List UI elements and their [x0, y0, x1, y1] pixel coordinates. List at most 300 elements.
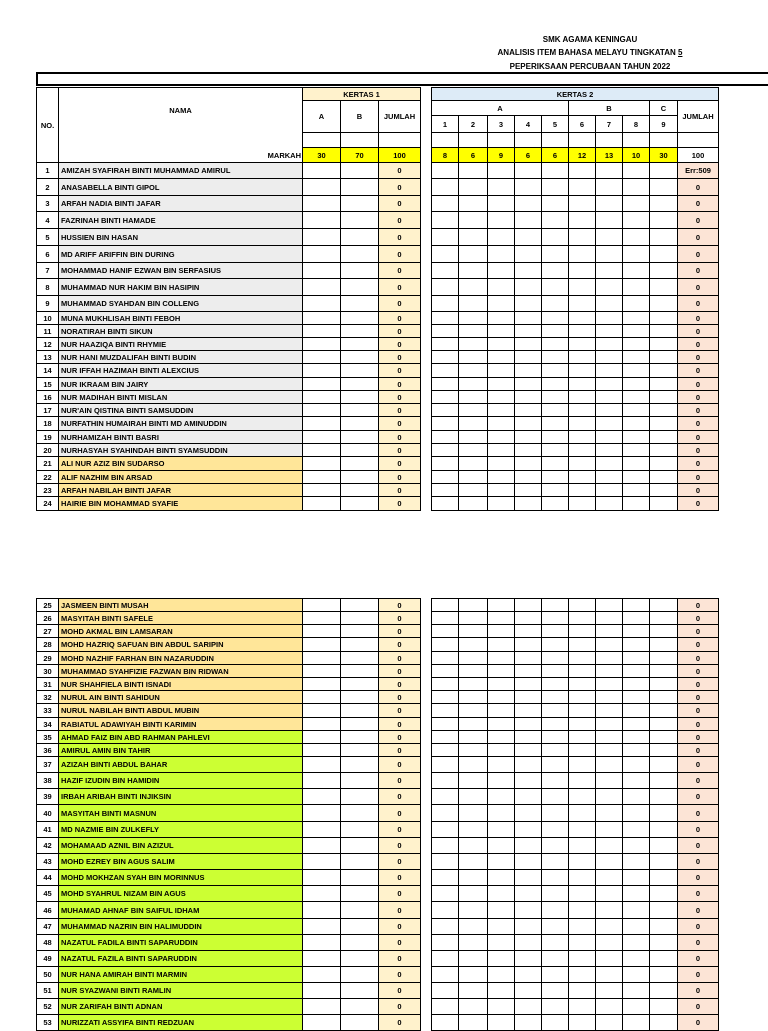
kertas2-item-score-2[interactable]	[458, 703, 488, 718]
kertas2-item-score-2[interactable]	[458, 178, 488, 196]
kertas2-item-score-6[interactable]	[568, 403, 596, 417]
kertas1-b-score[interactable]	[340, 950, 379, 967]
kertas1-a-score[interactable]	[302, 443, 341, 457]
kertas2-item-score-1[interactable]	[431, 245, 459, 263]
kertas2-item-score-4[interactable]	[514, 245, 542, 263]
kertas2-item-score-9[interactable]	[649, 363, 678, 378]
kertas2-item-score-2[interactable]	[458, 966, 488, 983]
kertas2-item-score-6[interactable]	[568, 966, 596, 983]
kertas2-item-score-2[interactable]	[458, 743, 488, 757]
kertas2-item-score-1[interactable]	[431, 788, 459, 805]
kertas2-item-score-9[interactable]	[649, 295, 678, 312]
kertas2-item-score-7[interactable]	[595, 901, 623, 919]
kertas2-item-score-5[interactable]	[541, 403, 569, 417]
kertas2-item-score-5[interactable]	[541, 311, 569, 325]
kertas2-jumlah-blank[interactable]	[677, 132, 719, 148]
kertas2-item-score-8[interactable]	[622, 821, 650, 838]
kertas1-jumlah[interactable]: 0	[378, 853, 421, 870]
kertas2-item-score-5[interactable]	[541, 390, 569, 404]
kertas1-b-score[interactable]	[340, 162, 379, 179]
kertas2-item-score-8[interactable]	[622, 443, 650, 457]
kertas2-item-score-8[interactable]	[622, 717, 650, 731]
kertas2-item-score-2[interactable]	[458, 982, 488, 999]
kertas2-item-score-9[interactable]	[649, 821, 678, 838]
kertas1-b-score[interactable]	[340, 901, 379, 919]
kertas2-item-score-4[interactable]	[514, 788, 542, 805]
kertas2-item-score-6[interactable]	[568, 377, 596, 391]
kertas2-item-score-3[interactable]	[487, 403, 515, 417]
kertas2-item-score-8[interactable]	[622, 869, 650, 886]
kertas2-item-score-1[interactable]	[431, 982, 459, 999]
kertas2-markah-6[interactable]: 12	[568, 147, 596, 163]
student-name[interactable]: AMIZAH SYAFIRAH BINTI MUHAMMAD AMIRUL	[58, 162, 303, 179]
kertas2-item-score-5[interactable]	[541, 483, 569, 497]
kertas2-item-score-2[interactable]	[458, 262, 488, 279]
student-name[interactable]: NURHASYAH SYAHINDAH BINTI SYAMSUDDIN	[58, 443, 303, 457]
kertas2-item-score-1[interactable]	[431, 853, 459, 870]
kertas2-item-score-3[interactable]	[487, 756, 515, 773]
kertas2-item-score-8[interactable]	[622, 350, 650, 364]
kertas1-a-score[interactable]	[302, 390, 341, 404]
kertas2-item-score-1[interactable]	[431, 496, 459, 511]
kertas1-b-score[interactable]	[340, 821, 379, 838]
row-number[interactable]: 5	[36, 228, 59, 246]
kertas2-item-score-1[interactable]	[431, 1014, 459, 1031]
row-number[interactable]: 40	[36, 804, 59, 822]
kertas2-item-score-4[interactable]	[514, 443, 542, 457]
kertas2-item-score-4[interactable]	[514, 853, 542, 870]
kertas1-a-score[interactable]	[302, 918, 341, 935]
kertas2-jumlah[interactable]: 0	[677, 918, 719, 935]
kertas2-item-score-5[interactable]	[541, 837, 569, 854]
kertas1-jumlah[interactable]: 0	[378, 228, 421, 246]
kertas1-blank-1[interactable]	[340, 132, 379, 148]
kertas2-item-score-8[interactable]	[622, 730, 650, 744]
student-name[interactable]: MD ARIFF ARIFFIN BIN DURING	[58, 245, 303, 263]
kertas2-item-score-9[interactable]	[649, 483, 678, 497]
kertas2-item-score-2[interactable]	[458, 637, 488, 652]
kertas2-item-score-8[interactable]	[622, 377, 650, 391]
row-number[interactable]: 31	[36, 677, 59, 691]
kertas2-item-score-3[interactable]	[487, 337, 515, 351]
kertas2-item-score-6[interactable]	[568, 416, 596, 431]
kertas2-item-score-1[interactable]	[431, 950, 459, 967]
kertas2-item-score-3[interactable]	[487, 377, 515, 391]
kertas1-b-score[interactable]	[340, 869, 379, 886]
kertas2-item-score-5[interactable]	[541, 743, 569, 757]
kertas2-item-score-8[interactable]	[622, 295, 650, 312]
row-number[interactable]: 17	[36, 403, 59, 417]
kertas2-item-score-7[interactable]	[595, 934, 623, 951]
kertas2-item-score-5[interactable]	[541, 611, 569, 625]
kertas2-item-score-8[interactable]	[622, 624, 650, 638]
kertas1-jumlah[interactable]: 0	[378, 637, 421, 652]
student-name[interactable]: MUHAMMAD SYAHDAN BIN COLLENG	[58, 295, 303, 312]
student-name[interactable]: NURUL AIN BINTI SAHIDUN	[58, 690, 303, 704]
kertas2-item-score-4[interactable]	[514, 677, 542, 691]
kertas2-jumlah[interactable]: 0	[677, 430, 719, 444]
kertas2-item-score-6[interactable]	[568, 950, 596, 967]
kertas2-item-score-7[interactable]	[595, 869, 623, 886]
kertas2-item-score-9[interactable]	[649, 496, 678, 511]
kertas2-item-score-3[interactable]	[487, 496, 515, 511]
kertas2-jumlah[interactable]: 0	[677, 416, 719, 431]
student-name[interactable]: RABIATUL ADAWIYAH BINTI KARIMIN	[58, 717, 303, 731]
row-number[interactable]: 10	[36, 311, 59, 325]
kertas2-item-score-9[interactable]	[649, 390, 678, 404]
row-number[interactable]: 35	[36, 730, 59, 744]
kertas1-jumlah[interactable]: 0	[378, 624, 421, 638]
kertas2-item-score-6[interactable]	[568, 278, 596, 296]
kertas2-item-score-7[interactable]	[595, 496, 623, 511]
row-number[interactable]: 43	[36, 853, 59, 870]
kertas1-a-score[interactable]	[302, 1014, 341, 1031]
kertas2-item-score-7[interactable]	[595, 804, 623, 822]
kertas1-b-score[interactable]	[340, 416, 379, 431]
kertas2-item-score-8[interactable]	[622, 743, 650, 757]
kertas2-item-score-4[interactable]	[514, 869, 542, 886]
kertas2-item-score-4[interactable]	[514, 611, 542, 625]
kertas2-jumlah[interactable]: 0	[677, 278, 719, 296]
kertas1-b-score[interactable]	[340, 837, 379, 854]
kertas2-item-score-4[interactable]	[514, 350, 542, 364]
kertas2-item-score-8[interactable]	[622, 664, 650, 678]
kertas2-jumlah[interactable]: Err:509	[677, 162, 719, 179]
kertas2-item-score-3[interactable]	[487, 390, 515, 404]
kertas2-item-8[interactable]: 8	[622, 115, 650, 133]
kertas2-item-score-1[interactable]	[431, 611, 459, 625]
kertas2-jumlah[interactable]: 0	[677, 311, 719, 325]
kertas2-item-score-7[interactable]	[595, 430, 623, 444]
student-name[interactable]: NORATIRAH BINTI SIKUN	[58, 324, 303, 338]
kertas2-item-score-2[interactable]	[458, 295, 488, 312]
kertas2-item-score-1[interactable]	[431, 869, 459, 886]
kertas2-item-score-7[interactable]	[595, 456, 623, 471]
kertas2-item-score-7[interactable]	[595, 677, 623, 691]
kertas2-item-score-1[interactable]	[431, 624, 459, 638]
kertas2-item-score-2[interactable]	[458, 228, 488, 246]
kertas1-a-score[interactable]	[302, 195, 341, 212]
student-name[interactable]: NUR IKRAAM BIN JAIRY	[58, 377, 303, 391]
kertas2-item-score-5[interactable]	[541, 416, 569, 431]
kertas1-a-score[interactable]	[302, 901, 341, 919]
kertas2-item-score-1[interactable]	[431, 390, 459, 404]
kertas1-a-score[interactable]	[302, 162, 341, 179]
student-name[interactable]: FAZRINAH BINTI HAMADE	[58, 211, 303, 229]
kertas2-item-score-4[interactable]	[514, 901, 542, 919]
kertas2-jumlah[interactable]: 0	[677, 869, 719, 886]
kertas2-item-score-8[interactable]	[622, 162, 650, 179]
kertas1-b-score[interactable]	[340, 295, 379, 312]
kertas2-item-score-9[interactable]	[649, 377, 678, 391]
student-name[interactable]: NURFATHIN HUMAIRAH BINTI MD AMINUDDIN	[58, 416, 303, 431]
kertas2-item-score-9[interactable]	[649, 934, 678, 951]
row-number[interactable]: 15	[36, 377, 59, 391]
kertas2-item-score-4[interactable]	[514, 311, 542, 325]
kertas2-item-score-3[interactable]	[487, 772, 515, 789]
student-name[interactable]: AZIZAH BINTI ABDUL BAHAR	[58, 756, 303, 773]
kertas1-b-score[interactable]	[340, 703, 379, 718]
kertas2-item-score-7[interactable]	[595, 982, 623, 999]
kertas2-item-score-8[interactable]	[622, 901, 650, 919]
kertas2-item-score-7[interactable]	[595, 651, 623, 665]
kertas1-a-score[interactable]	[302, 624, 341, 638]
row-number[interactable]: 18	[36, 416, 59, 431]
kertas1-a-score[interactable]	[302, 228, 341, 246]
kertas2-item-score-8[interactable]	[622, 337, 650, 351]
student-name[interactable]: MUHAMMAD NUR HAKIM BIN HASIPIN	[58, 278, 303, 296]
kertas2-item-score-2[interactable]	[458, 456, 488, 471]
student-name[interactable]: IRBAH ARIBAH BINTI INJIKSIN	[58, 788, 303, 805]
kertas1-a-score[interactable]	[302, 470, 341, 484]
kertas1-b-score[interactable]	[340, 390, 379, 404]
kertas2-item-score-7[interactable]	[595, 730, 623, 744]
kertas2-item-score-4[interactable]	[514, 730, 542, 744]
kertas2-jumlah[interactable]: 0	[677, 228, 719, 246]
kertas2-item-score-3[interactable]	[487, 677, 515, 691]
kertas2-jumlah[interactable]: 0	[677, 717, 719, 731]
kertas2-item-score-3[interactable]	[487, 869, 515, 886]
kertas2-item-score-6[interactable]	[568, 443, 596, 457]
kertas2-item-score-8[interactable]	[622, 788, 650, 805]
kertas2-item-score-5[interactable]	[541, 788, 569, 805]
kertas2-jumlah[interactable]: 0	[677, 390, 719, 404]
kertas2-item-score-8[interactable]	[622, 853, 650, 870]
kertas2-item-score-5[interactable]	[541, 651, 569, 665]
kertas1-jumlah[interactable]: 0	[378, 470, 421, 484]
kertas2-item-score-2[interactable]	[458, 598, 488, 612]
kertas2-section-c[interactable]: C	[649, 100, 678, 116]
row-number[interactable]: 1	[36, 162, 59, 179]
kertas2-item-score-1[interactable]	[431, 262, 459, 279]
kertas1-a-score[interactable]	[302, 496, 341, 511]
kertas2-item-score-5[interactable]	[541, 350, 569, 364]
kertas1-b-score[interactable]	[340, 1014, 379, 1031]
kertas1-jumlah[interactable]: 0	[378, 690, 421, 704]
kertas2-item-score-1[interactable]	[431, 295, 459, 312]
kertas2-item-score-4[interactable]	[514, 982, 542, 999]
kertas2-jumlah[interactable]: 0	[677, 324, 719, 338]
kertas1-jumlah[interactable]: 0	[378, 756, 421, 773]
kertas1-jumlah[interactable]: 0	[378, 821, 421, 838]
kertas2-item-score-3[interactable]	[487, 950, 515, 967]
kertas1-blank-0[interactable]	[302, 132, 341, 148]
kertas2-item-score-1[interactable]	[431, 664, 459, 678]
kertas2-jumlah[interactable]: 0	[677, 703, 719, 718]
row-number[interactable]: 48	[36, 934, 59, 951]
kertas1-b-score[interactable]	[340, 430, 379, 444]
kertas1-a-score[interactable]	[302, 403, 341, 417]
row-number[interactable]: 20	[36, 443, 59, 457]
row-number[interactable]: 41	[36, 821, 59, 838]
student-name[interactable]: AMIRUL AMIN BIN TAHIR	[58, 743, 303, 757]
kertas2-item-score-7[interactable]	[595, 717, 623, 731]
kertas1-jumlah[interactable]: 0	[378, 869, 421, 886]
kertas2-item-score-1[interactable]	[431, 363, 459, 378]
student-name[interactable]: ARFAH NABILAH BINTI JAFAR	[58, 483, 303, 497]
kertas2-item-score-3[interactable]	[487, 717, 515, 731]
kertas1-jumlah[interactable]: 0	[378, 804, 421, 822]
kertas2-item-score-6[interactable]	[568, 918, 596, 935]
kertas2-item-score-4[interactable]	[514, 403, 542, 417]
kertas2-section-b[interactable]: B	[568, 100, 650, 116]
kertas2-markah-1[interactable]: 8	[431, 147, 459, 163]
kertas1-b-score[interactable]	[340, 337, 379, 351]
kertas2-blank-9[interactable]	[649, 132, 678, 148]
kertas2-item-score-6[interactable]	[568, 756, 596, 773]
kertas2-item-score-3[interactable]	[487, 416, 515, 431]
kertas1-b-score[interactable]	[340, 311, 379, 325]
kertas1-jumlah[interactable]: 0	[378, 918, 421, 935]
student-name[interactable]: MOHD NAZHIF FARHAN BIN NAZARUDDIN	[58, 651, 303, 665]
kertas2-item-score-6[interactable]	[568, 869, 596, 886]
row-number[interactable]: 26	[36, 611, 59, 625]
kertas1-a-score[interactable]	[302, 262, 341, 279]
student-name[interactable]: MOHAMAAD AZNIL BIN AZIZUL	[58, 837, 303, 854]
kertas2-item-score-6[interactable]	[568, 664, 596, 678]
row-number[interactable]: 38	[36, 772, 59, 789]
kertas2-item-score-3[interactable]	[487, 598, 515, 612]
kertas1-b-score[interactable]	[340, 456, 379, 471]
kertas2-item-score-6[interactable]	[568, 837, 596, 854]
kertas1-jumlah[interactable]: 0	[378, 772, 421, 789]
kertas2-item-score-5[interactable]	[541, 869, 569, 886]
student-name[interactable]: NUR ZARIFAH BINTI ADNAN	[58, 998, 303, 1015]
row-number[interactable]: 6	[36, 245, 59, 263]
kertas2-item-score-1[interactable]	[431, 821, 459, 838]
kertas2-jumlah[interactable]: 0	[677, 470, 719, 484]
kertas2-item-score-6[interactable]	[568, 934, 596, 951]
kertas2-item-score-6[interactable]	[568, 885, 596, 902]
kertas1-jumlah[interactable]: 0	[378, 363, 421, 378]
kertas2-item-score-3[interactable]	[487, 228, 515, 246]
row-number[interactable]: 16	[36, 390, 59, 404]
kertas2-item-score-3[interactable]	[487, 211, 515, 229]
kertas1-a-score[interactable]	[302, 337, 341, 351]
kertas2-item-score-8[interactable]	[622, 324, 650, 338]
kertas2-item-score-2[interactable]	[458, 918, 488, 935]
kertas2-item-score-5[interactable]	[541, 262, 569, 279]
kertas2-item-score-6[interactable]	[568, 598, 596, 612]
student-name[interactable]: AHMAD FAIZ BIN ABD RAHMAN PAHLEVI	[58, 730, 303, 744]
kertas2-item-score-7[interactable]	[595, 1014, 623, 1031]
kertas2-item-score-9[interactable]	[649, 788, 678, 805]
kertas1-jumlah[interactable]: 0	[378, 443, 421, 457]
kertas2-item-score-6[interactable]	[568, 496, 596, 511]
kertas2-item-score-5[interactable]	[541, 950, 569, 967]
kertas2-blank-4[interactable]	[514, 132, 542, 148]
kertas2-item-score-4[interactable]	[514, 651, 542, 665]
row-number[interactable]: 51	[36, 982, 59, 999]
kertas2-item-score-1[interactable]	[431, 456, 459, 471]
row-number[interactable]: 12	[36, 337, 59, 351]
kertas2-item-score-4[interactable]	[514, 337, 542, 351]
no-header[interactable]: NO.	[36, 87, 59, 163]
kertas1-b-score[interactable]	[340, 918, 379, 935]
kertas2-jumlah[interactable]: 0	[677, 788, 719, 805]
kertas2-item-score-1[interactable]	[431, 651, 459, 665]
kertas2-jumlah[interactable]: 0	[677, 690, 719, 704]
kertas2-item-score-1[interactable]	[431, 730, 459, 744]
kertas1-markah-2[interactable]: 100	[378, 147, 421, 163]
kertas2-item-score-8[interactable]	[622, 311, 650, 325]
kertas2-jumlah[interactable]: 0	[677, 377, 719, 391]
kertas1-jumlah[interactable]: 0	[378, 324, 421, 338]
kertas2-item-score-5[interactable]	[541, 690, 569, 704]
kertas1-a-score[interactable]	[302, 677, 341, 691]
kertas1-b-score[interactable]	[340, 443, 379, 457]
kertas2-item-score-5[interactable]	[541, 1014, 569, 1031]
kertas2-item-score-4[interactable]	[514, 178, 542, 196]
kertas2-item-score-7[interactable]	[595, 598, 623, 612]
kertas2-markah-5[interactable]: 6	[541, 147, 569, 163]
kertas2-item-score-5[interactable]	[541, 966, 569, 983]
kertas2-item-score-6[interactable]	[568, 743, 596, 757]
kertas2-item-score-3[interactable]	[487, 162, 515, 179]
kertas2-item-score-4[interactable]	[514, 295, 542, 312]
kertas1-jumlah[interactable]: 0	[378, 885, 421, 902]
kertas1-a-score[interactable]	[302, 772, 341, 789]
kertas2-item-score-1[interactable]	[431, 772, 459, 789]
kertas2-item-score-3[interactable]	[487, 611, 515, 625]
kertas2-item-score-7[interactable]	[595, 950, 623, 967]
kertas1-a-score[interactable]	[302, 211, 341, 229]
kertas2-item-score-1[interactable]	[431, 837, 459, 854]
kertas2-item-score-4[interactable]	[514, 821, 542, 838]
kertas1-a-score[interactable]	[302, 982, 341, 999]
kertas2-item-score-9[interactable]	[649, 966, 678, 983]
kertas2-item-score-1[interactable]	[431, 195, 459, 212]
kertas2-jumlah[interactable]: 0	[677, 611, 719, 625]
kertas1-a-score[interactable]	[302, 966, 341, 983]
kertas2-markah-total[interactable]: 100	[677, 147, 719, 163]
kertas2-item-score-7[interactable]	[595, 390, 623, 404]
kertas2-item-score-2[interactable]	[458, 470, 488, 484]
kertas2-markah-8[interactable]: 10	[622, 147, 650, 163]
kertas2-item-score-2[interactable]	[458, 651, 488, 665]
row-number[interactable]: 3	[36, 195, 59, 212]
kertas2-item-score-3[interactable]	[487, 821, 515, 838]
kertas2-item-score-3[interactable]	[487, 998, 515, 1015]
kertas2-item-score-9[interactable]	[649, 162, 678, 179]
student-name[interactable]: MASYITAH BINTI MASNUN	[58, 804, 303, 822]
row-number[interactable]: 7	[36, 262, 59, 279]
kertas2-item-score-6[interactable]	[568, 470, 596, 484]
kertas2-item-score-3[interactable]	[487, 837, 515, 854]
kertas2-item-score-4[interactable]	[514, 228, 542, 246]
kertas2-blank-3[interactable]	[487, 132, 515, 148]
kertas2-item-score-1[interactable]	[431, 324, 459, 338]
kertas2-item-score-3[interactable]	[487, 918, 515, 935]
kertas2-item-score-7[interactable]	[595, 788, 623, 805]
kertas2-item-score-5[interactable]	[541, 162, 569, 179]
student-name[interactable]: MASYITAH BINTI SAFELE	[58, 611, 303, 625]
kertas1-b-score[interactable]	[340, 651, 379, 665]
kertas2-item-score-5[interactable]	[541, 245, 569, 263]
kertas2-item-score-9[interactable]	[649, 950, 678, 967]
kertas1-b-score[interactable]	[340, 772, 379, 789]
kertas2-item-score-9[interactable]	[649, 611, 678, 625]
kertas2-item-score-8[interactable]	[622, 211, 650, 229]
kertas2-item-score-3[interactable]	[487, 483, 515, 497]
student-name[interactable]: MUHAMMAD SYAHFIZIE FAZWAN BIN RIDWAN	[58, 664, 303, 678]
kertas2-jumlah[interactable]: 0	[677, 772, 719, 789]
kertas1-jumlah[interactable]: 0	[378, 730, 421, 744]
kertas1-a-score[interactable]	[302, 853, 341, 870]
kertas2-jumlah[interactable]: 0	[677, 496, 719, 511]
kertas1-b-score[interactable]	[340, 664, 379, 678]
student-name[interactable]: NURIZZATI ASSYIFA BINTI REDZUAN	[58, 1014, 303, 1031]
